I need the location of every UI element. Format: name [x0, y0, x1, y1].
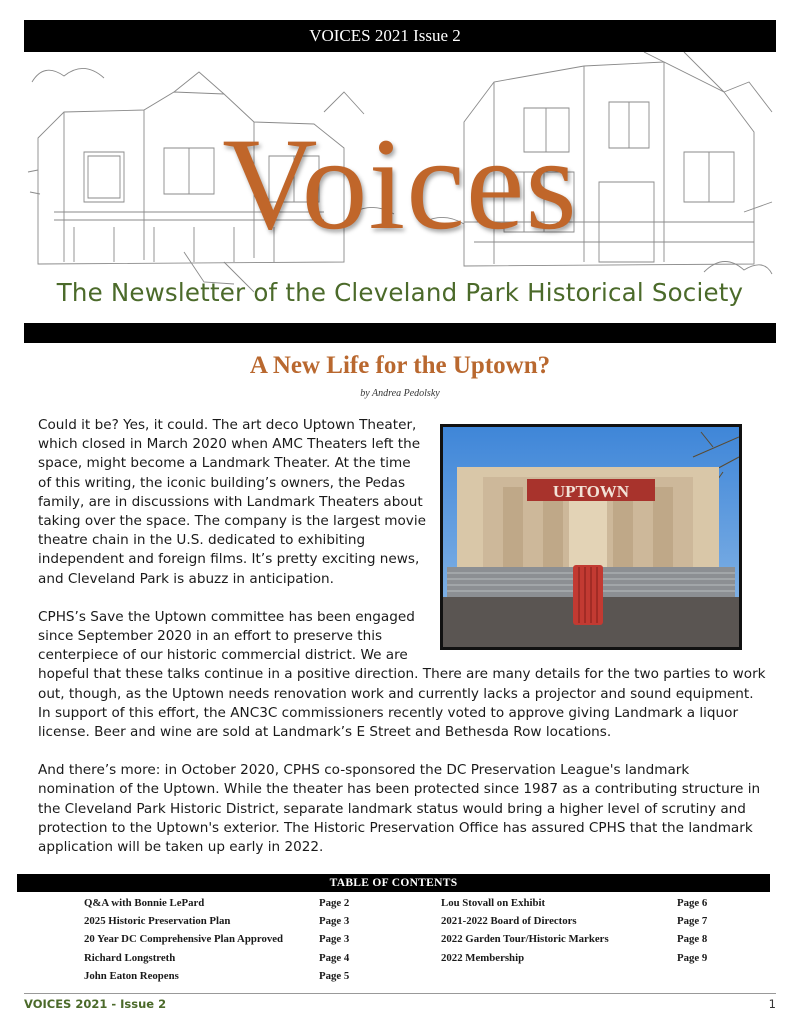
issue-banner [24, 20, 776, 52]
article-byline: by Andrea Pedolsky [360, 388, 440, 399]
toc-entry[interactable] [84, 967, 384, 985]
toc-entry[interactable] [84, 894, 384, 912]
article-body [38, 416, 768, 876]
uptown-theater-photo [440, 424, 742, 650]
toc-heading: TABLE OF CONTENTS [17, 874, 770, 892]
toc-entry[interactable] [84, 930, 384, 948]
issue-label: VOICES 2021 Issue 2 [309, 26, 461, 45]
article-paragraph-2: CPHS’s Save the Uptown committee has been engaged since September 2020 in an effort to preserve this centerpiece of our historic commercial district. We are hopeful that these talks continue in a positive direction. There are many details for the two parties to work out, though, as the Uptown needs renovation work and currently lacks a projector and sound equipment. In support of this effort, the ANC3C commissioners recently voted to approve giving Landmark a liquor license. Beer and wine are sold at Landmark’s E Street and Bethesda Row locations. [38, 608, 766, 741]
toc-entry-page: Page 9 [677, 951, 708, 964]
toc-entry-page: Page 6 [677, 897, 708, 909]
newsletter-wordmark: Voices [222, 110, 578, 257]
toc-entry-title: 2021-2022 Board of Directors [441, 915, 577, 928]
toc-entry-title: 20 Year DC Comprehensive Plan Approved [84, 933, 284, 946]
toc-entry-page: Page 4 [319, 951, 350, 964]
toc-entry-title: 2022 Membership [441, 951, 525, 964]
paragraph-1-start: Could it be? Yes, it could. The art deco Uptown Theater, which closed in March 2020 when AMC Theaters left the space, might become a Landmark Theater. At the time of this writing, the iconic building’s owners, the Pedas family, are in discussions with Landmark Theaters about taking over the space. The company is the largest [38, 417, 423, 530]
masthead [24, 52, 776, 322]
uptown-theater-image [443, 427, 739, 647]
paragraph-1-end: chain in the U.S. dedicated to exhibiting independent and foreign films. It’s pretty exciting news, and Cleveland Park is abuzz in anticipation. [38, 532, 420, 587]
toc-entry-title: 2025 Historic Preservation Plan [84, 915, 231, 928]
toc-entry-page: Page 8 [677, 933, 708, 946]
toc-entry-page: Page 5 [319, 969, 350, 982]
newsletter-subtitle: The Newsletter of the Cleveland Park Historical Society [56, 278, 744, 307]
page-number: 1 [768, 997, 776, 1011]
footer-rule [24, 993, 776, 994]
toc-entry-page: Page 3 [319, 915, 350, 928]
toc-entry-page: Page 3 [319, 933, 350, 946]
toc-entry-title: John Eaton Reopens [84, 969, 179, 982]
toc-entry-page: Page 7 [677, 915, 708, 928]
toc-entry[interactable] [441, 894, 741, 912]
article-headline: A New Life for the Uptown? [249, 352, 551, 379]
masthead-divider [24, 323, 776, 343]
article-paragraph-3: And there’s more: in October 2020, CPHS co-sponsored the DC Preservation League's landmark nomination of the Uptown. While the theater has been protected since 1987 as a contributing structure in the Cleveland Park Historic District, separate landmark status would bring a higher level of scrutiny and protection to the Uptown's exterior. The Historic Preservation Office has assured CPHS that the landmark application will be taken up early in 2022. [38, 762, 761, 856]
toc-entry-title: Richard Longstreth [84, 951, 176, 964]
toc-entry-title: Q&A with Bonnie LePard [84, 897, 205, 909]
toc-entry[interactable] [441, 930, 741, 948]
toc-entry-title: Lou Stovall on Exhibit [441, 897, 546, 909]
toc-entry[interactable] [84, 949, 384, 967]
toc-entry[interactable] [441, 912, 741, 930]
uptown-sign-text: UPTOWN [552, 482, 630, 501]
toc-left-column [84, 894, 384, 985]
footer-issue-label: VOICES 2021 - Issue 2 [24, 997, 167, 1011]
toc-entry[interactable] [441, 949, 741, 967]
toc-entry[interactable] [84, 912, 384, 930]
toc-entry-title: 2022 Garden Tour/Historic Markers [441, 933, 609, 946]
movie-theatre-link[interactable]: movie theatre [38, 513, 426, 549]
toc-entry-page: Page 2 [319, 897, 350, 909]
toc-right-column [441, 894, 741, 967]
